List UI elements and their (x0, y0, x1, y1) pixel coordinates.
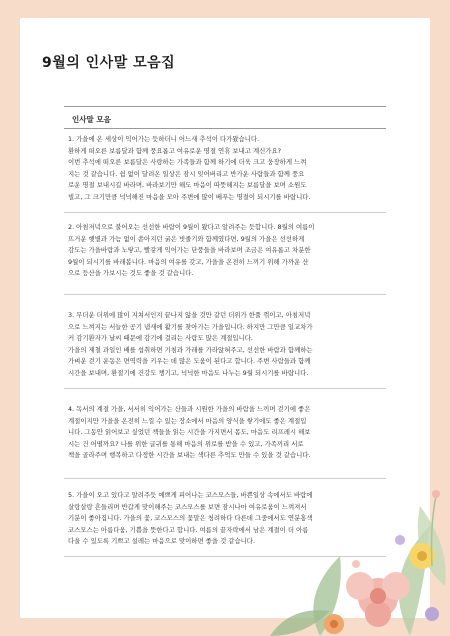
greeting-2 (68, 222, 384, 280)
greeting-line: 시간을 보내며, 환절기에 건강도 챙기고, 넉넉한 마음도 나누는 9월 되시기를 바랍니다. (68, 368, 309, 377)
divider (64, 388, 386, 389)
greeting-line: 코스모스는 아름다움, 기쁨을 뜻한다고 합니다. 여름의 끝자락에서 남은 계절이 더 아름 (68, 525, 309, 534)
divider (64, 294, 386, 295)
greeting-line: 살랑살랑 흔들리며 반갑게 맞이해주는 코스모스를 보면 잠시나마 여유로움이 느껴져서 (68, 502, 307, 511)
divider (64, 212, 386, 213)
section-label: 인사말 모음 (72, 115, 111, 124)
greeting-line: 가을의 제철 과일인 배를 섭취하면 기침과 가래를 가라앉혀주고, 선선한 바람과 함께하는 (68, 345, 313, 354)
document-title: 9월의 인사말 모음집 (42, 55, 176, 71)
greeting-line: 3. 무더운 더위에 많이 지쳐서인지 끝나지 않을 것만 같던 더위가 한풀 꺾이고, 아침저녁 (68, 311, 311, 319)
greeting-line: 2. 아침저녁으로 불어오는 선선한 바람이 9월이 왔다고 알려주는 듯합니다. 8월의 여름이 (68, 223, 315, 231)
greeting-line: 1. 가을에 온 세상이 익어가는 듯하더니 어느새 추석이 다가왔습니다. (68, 135, 260, 143)
greeting-line: 커 감기환자가 날씨 때문에 감기에 걸리는 사람도 많은 계절입니다. (68, 334, 253, 343)
bud-icon (352, 560, 360, 568)
greeting-1 (68, 134, 384, 204)
greeting-line: 로운 명절 보내시길 바라며, 바라보기만 해도 마음이 따뜻해지는 보름달을 보며 소원도 (68, 181, 307, 190)
greeting-line: 5. 가을이 오고 있다고 알려주듯 예쁘게 피어나는 코스모스들, 바쁜일상 속에서도 바람에 (68, 491, 313, 499)
greeting-line: 감도는 가을바람과 노랗고, 빨갛게 익어가는 단풍들을 바라보며 조금은 여유롭고 차분한 (68, 246, 311, 255)
greeting-line: 9월이 되시기를 바래봅니다. 마음의 여유를 갖고, 가을을 온전히 느끼기 위해 가까운 산 (68, 257, 309, 266)
bud-icon (432, 490, 440, 498)
greeting-line: 빌고, 그 크기만큼 넉넉해진 마음을 모아 주변에 많이 베푸는 명절이 되시기를 바랍니다. (68, 192, 311, 201)
greeting-line: 니다. 그동안 읽어보고 싶었던 책들을 읽는 시간을 가지면서 몸도, 마음도 리프레시 해보 (68, 428, 311, 437)
greeting-line: 책을 골라주며 행복하고 다정한 시간을 보내는 색다른 추억도 만들 수 있을 것 같습니다. (68, 451, 311, 460)
greeting-line: 다울 수 있도록 기쁘고 설레는 마음으로 맞이하면 좋을 것 같습니다. (68, 537, 255, 546)
section-label-rule (64, 128, 386, 129)
floral-decoration (260, 436, 450, 636)
section-top-rule (64, 106, 386, 107)
greeting-line: 시는 건 어떨까요? 나를 위한 글귀를 통해 마음의 위로를 받을 수 있고, 가족끼리 서로 (68, 439, 304, 448)
greeting-line: 4. 독서의 계절 가을, 서서히 익어가는 산들과 시원한 가을의 바람을 느끼며 걷기에 좋은 (68, 405, 311, 413)
greeting-line: 으로 등산을 가보시는 것도 좋을 것 같습니다. (68, 269, 194, 278)
greeting-line: 지는 것 같습니다. 쉼 없이 달려온 일상은 잠시 잊어버리고 반가운 사람들과 함께 풍요 (68, 169, 305, 178)
greeting-line: 기분이 좋아집니다. 가을의 꽃, 코스모스의 꽃말은 청려하다 다른데 그중에서도 연분홍색 (68, 514, 313, 523)
greeting-line: 뜨거운 햇볕과 가늠 없이 쏟아지던 굵은 빗줄기와 함께였다면, 9월의 가을은 선선하게 (68, 234, 305, 243)
small-flower-icon (324, 614, 344, 634)
greeting-line: 으로 느껴지는 서늘한 공기 냄새에 활기를 찾아가는 가을입니다. 하지만 그만큼 일교차가 (68, 322, 313, 331)
greeting-line: 가벼운 걷기 운동은 면역력을 키우는 데 많은 도움이 된다고 합니다. 주변 사람들과 함께 (68, 357, 311, 366)
bud-icon (395, 535, 405, 545)
greeting-line: 환하게 떠오른 보름달과 함께 풍요롭고 여유로운 명절 연휴 보내고 계신가요? (68, 146, 282, 155)
greeting-line: 계절이지만 가을을 온전히 느낄 수 있는 장소에서 마음의 양식을 쌓기에도 좋은 계절입 (68, 416, 307, 425)
greeting-3 (68, 310, 384, 380)
greeting-line: 이번 추석에 떠오른 보름달은 사랑하는 가족들과 함께 하기에 더욱 크고 웅장하게 느껴 (68, 158, 307, 167)
bud-icon (425, 607, 439, 621)
